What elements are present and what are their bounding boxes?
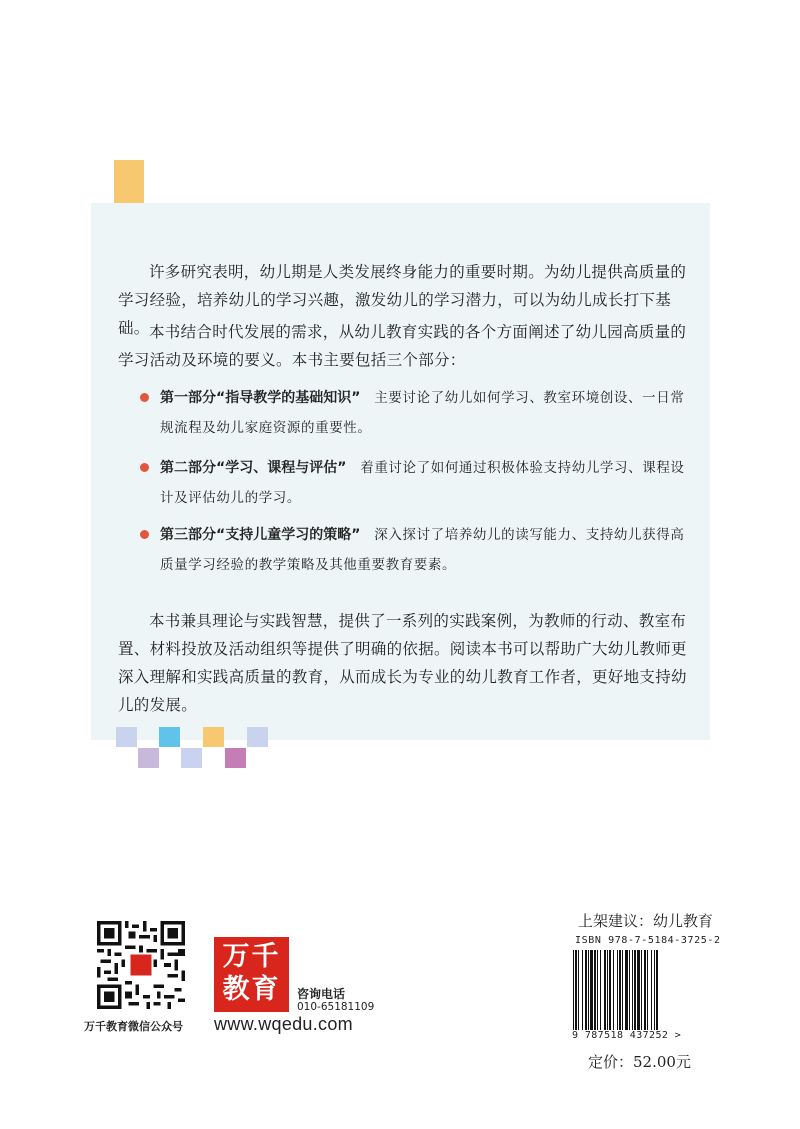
part-item <box>140 383 690 443</box>
decor-square <box>138 748 159 768</box>
decor-square <box>159 727 180 747</box>
decor-square <box>225 748 246 768</box>
barcode-icon <box>573 950 698 1030</box>
part-heading: 第二部分“学习、课程与评估” <box>160 460 347 476</box>
decor-square <box>181 748 202 768</box>
part-item <box>140 520 690 580</box>
hotline-label: 咨询电话 <box>297 987 346 1001</box>
qr-code-icon <box>97 921 185 1009</box>
decor-square <box>116 727 137 747</box>
part-body: 着重讨论了如何通过积极体验支持幼儿学习、课程设计及评估幼儿的学习。 <box>160 460 685 506</box>
part-heading: 第一部分“指导教学的基础知识” <box>160 390 361 406</box>
bullet-dot <box>140 530 149 539</box>
publisher-logo <box>214 937 289 1012</box>
part-heading: 第三部分“支持儿童学习的策略” <box>160 527 361 543</box>
conclusion-paragraph: 本书兼具理论与实践智慧，提供了一系列的实践案例，为教师的行动、教室布置、材料投放及活动组织等提供了明确的依据。阅读本书可以帮助广大幼儿教师更深入理解和实践高质量的教育，从而成长为专业的幼儿教育工作者，更好地支持幼儿的发展。 <box>118 612 687 714</box>
part-body: 主要讨论了幼儿如何学习、教室环境创设、一日常规流程及幼儿家庭资源的重要性。 <box>160 390 685 436</box>
decor-square <box>203 727 224 747</box>
part-body: 深入探讨了培养幼儿的读写能力、支持幼儿获得高质量学习经验的教学策略及其他重要教育要素。 <box>160 527 685 573</box>
price-label: 定价：52.00元 <box>588 1053 691 1071</box>
shelf-suggestion: 上架建议：幼儿教育 <box>578 912 714 930</box>
qr-label: 万千教育微信公众号 <box>84 1020 183 1033</box>
bullet-dot <box>140 463 149 472</box>
website-url: www.wqedu.com <box>214 1014 353 1034</box>
intro-paragraph-1: 许多研究表明，幼儿期是人类发展终身能力的重要时期。为幼儿提供高质量的学习经验，培养幼儿的学习兴趣，激发幼儿的学习潜力，可以为幼儿成长打下基础。 <box>118 263 687 337</box>
part-item <box>140 453 690 513</box>
bullet-dot <box>140 393 149 402</box>
isbn-text: ISBN 978-7-5184-3725-2 <box>575 935 721 946</box>
intro-paragraph-2: 本书结合时代发展的需求，从幼儿教育实践的各个方面阐述了幼儿园高质量的学习活动及环境的要义。本书主要包括三个部分： <box>118 323 687 369</box>
barcode-digits: 9 787518 437252 > <box>572 1030 682 1041</box>
logo-line-1: 万千 <box>222 941 281 972</box>
logo-line-2: 教育 <box>222 974 281 1005</box>
decor-square <box>247 727 268 747</box>
hotline-number: 010-65181109 <box>297 1001 375 1013</box>
